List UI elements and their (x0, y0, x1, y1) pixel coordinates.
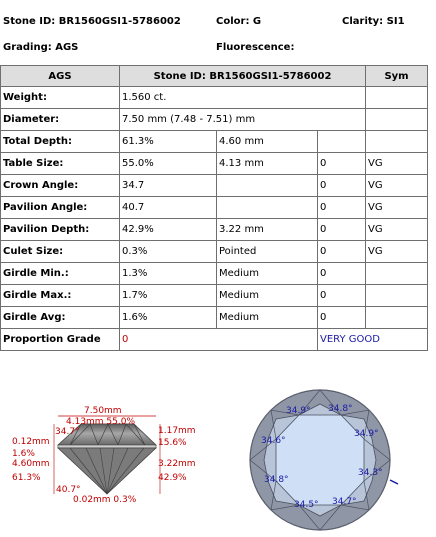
girdle-band (58, 445, 156, 448)
proportion-grade: VERY GOOD (318, 329, 428, 351)
cell-value (217, 175, 318, 197)
facet-angle-label: 34.8° (264, 475, 289, 485)
fluorescence-header: Fluorescence: (216, 42, 295, 53)
pavilion-pct-label: 42.9% (158, 473, 187, 483)
cell-value: 42.9% (120, 219, 217, 241)
cell-value (366, 307, 428, 329)
cell-value: 0 (318, 219, 366, 241)
row-label: Culet Size: (1, 241, 120, 263)
report-table (0, 65, 428, 351)
cell-value: 1.6% (120, 307, 217, 329)
empty-cell (366, 87, 428, 109)
cell-value: VG (366, 241, 428, 263)
cell-value (366, 285, 428, 307)
row-label: Proportion Grade (1, 329, 120, 351)
col-sym: Sym (366, 66, 428, 87)
profile-table-label: 4.13mm 55.0% (66, 417, 136, 427)
facet-angle-label: 34.9° (286, 406, 311, 416)
cell-value: VG (366, 219, 428, 241)
pavilion-mm-label: 3.22mm (158, 459, 196, 469)
table-row (1, 241, 428, 263)
row-label: Table Size: (1, 153, 120, 175)
cell-value: Medium (217, 307, 318, 329)
cell-value: Pointed (217, 241, 318, 263)
crown-height-mm-label: 1.17mm (158, 426, 196, 436)
row-label: Weight: (1, 87, 120, 109)
depth-mm-label: 4.60mm (12, 459, 50, 469)
crown-angle-label: 34.7° (55, 427, 80, 437)
cell-value: Medium (217, 285, 318, 307)
cell-value: VG (366, 197, 428, 219)
row-label: Crown Angle: (1, 175, 120, 197)
cell-value (366, 131, 428, 153)
table-header-row (1, 66, 428, 87)
cell-value: 0 (318, 263, 366, 285)
table-row (1, 197, 428, 219)
cell-value: 61.3% (120, 131, 217, 153)
cell-value: 3.22 mm (217, 219, 318, 241)
cell-value: 4.60 mm (217, 131, 318, 153)
cell-value: 40.7 (120, 197, 217, 219)
cell-value: 0 (318, 307, 366, 329)
depth-pct-label: 61.3% (12, 473, 41, 483)
row-label: Pavilion Depth: (1, 219, 120, 241)
row-label: Girdle Max.: (1, 285, 120, 307)
facet-angle-label: 34.7° (332, 497, 357, 507)
diameter-value: 7.50 mm (7.48 - 7.51) mm (120, 109, 366, 131)
empty-cell (366, 109, 428, 131)
cell-value (318, 131, 366, 153)
cell-value: 55.0% (120, 153, 217, 175)
marker-tick (390, 480, 398, 484)
table-row (1, 263, 428, 285)
table-row (1, 329, 428, 351)
cell-value: 1.7% (120, 285, 217, 307)
row-label: Diameter: (1, 109, 120, 131)
cell-value: 0 (318, 197, 366, 219)
col-ags: AGS (1, 66, 120, 87)
cell-value: VG (366, 175, 428, 197)
cell-value (217, 197, 318, 219)
diamond-top-view-diagram (248, 386, 404, 534)
row-label: Total Depth: (1, 131, 120, 153)
cell-value: 0 (318, 153, 366, 175)
weight-value: 1.560 ct. (120, 87, 366, 109)
facet-angle-label: 34.5° (294, 500, 319, 510)
cell-value: 0 (318, 285, 366, 307)
diamond-profile-diagram (0, 398, 220, 510)
color-header: Color: G (216, 16, 262, 27)
pavilion-angle-label: 40.7° (56, 485, 81, 495)
cell-value: 0 (318, 175, 366, 197)
table-row (1, 175, 428, 197)
cell-value (366, 263, 428, 285)
facet-angle-label: 34.8° (328, 404, 353, 414)
facet-angle-label: 34.9° (354, 429, 379, 439)
table-row (1, 219, 428, 241)
row-label: Pavilion Angle: (1, 197, 120, 219)
facet-angle-label: 34.6° (261, 436, 286, 446)
cell-value: 0 (318, 241, 366, 263)
row-label: Girdle Avg: (1, 307, 120, 329)
table-facet (276, 415, 364, 505)
proportion-value: 0 (120, 329, 318, 351)
table-row (1, 285, 428, 307)
facet-angle-label: 34.3° (358, 468, 383, 478)
table-row (1, 153, 428, 175)
stone-id-header: Stone ID: BR1560GSI1-5786002 (3, 16, 181, 27)
cell-value: Medium (217, 263, 318, 285)
grading-header: Grading: AGS (3, 42, 79, 53)
profile-diameter-label: 7.50mm (84, 406, 122, 416)
cell-value: 0.3% (120, 241, 217, 263)
table-row (1, 87, 428, 109)
crown-height-pct-label: 15.6% (158, 438, 187, 448)
culet-label: 0.02mm 0.3% (73, 495, 137, 505)
col-stone-id: Stone ID: BR1560GSI1-5786002 (120, 66, 366, 87)
row-label: Girdle Min.: (1, 263, 120, 285)
table-row (1, 109, 428, 131)
cell-value: 4.13 mm (217, 153, 318, 175)
table-row (1, 307, 428, 329)
clarity-header: Clarity: SI1 (342, 16, 405, 27)
table-row (1, 131, 428, 153)
girdle-pct-label: 1.6% (12, 449, 35, 459)
cell-value: VG (366, 153, 428, 175)
cell-value: 1.3% (120, 263, 217, 285)
girdle-mm-label: 0.12mm (12, 437, 50, 447)
cell-value: 34.7 (120, 175, 217, 197)
